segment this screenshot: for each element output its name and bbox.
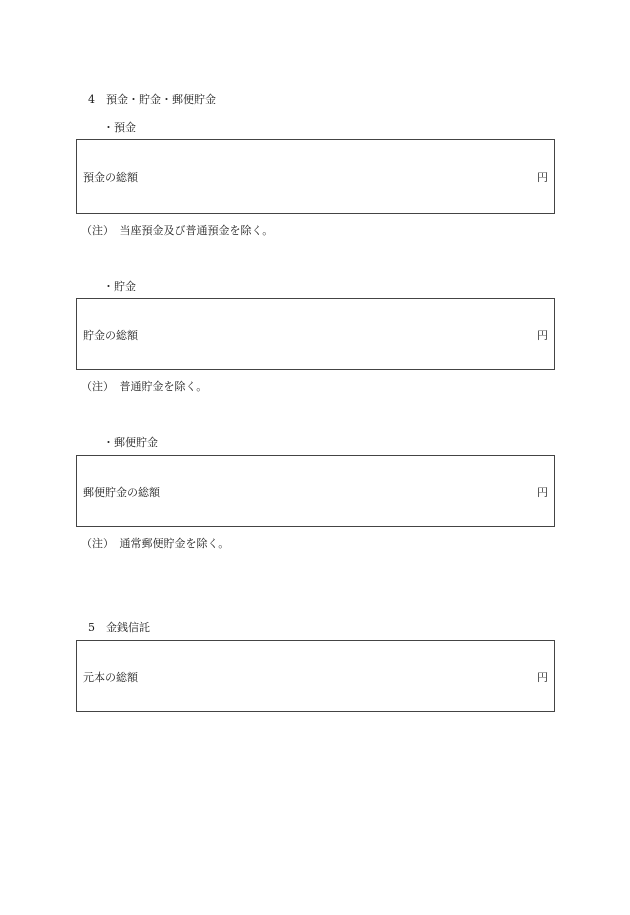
postal-savings-note: （注） 通常郵便貯金を除く。 (81, 537, 230, 550)
postal-savings-total-field[interactable] (76, 455, 555, 527)
savings-total-field[interactable] (76, 298, 555, 370)
postal-savings-total-label: 郵便貯金の総額 (83, 486, 160, 499)
deposit-total-label: 預金の総額 (83, 171, 138, 184)
principal-total-label: 元本の総額 (83, 671, 138, 684)
principal-total-unit: 円 (537, 671, 548, 684)
savings-note: （注） 普通貯金を除く。 (81, 380, 208, 393)
principal-total-field[interactable] (76, 640, 555, 712)
deposit-total-unit: 円 (537, 171, 548, 184)
deposit-note: （注） 当座預金及び普通預金を除く。 (81, 224, 274, 237)
section-heading-deposits: 4 預金・貯金・郵便貯金 (88, 93, 216, 106)
section-heading-money-trust: 5 金銭信託 (88, 621, 150, 634)
deposit-total-field[interactable] (76, 139, 555, 214)
postal-savings-total-unit: 円 (537, 486, 548, 499)
savings-total-unit: 円 (537, 329, 548, 342)
subheading-savings: ・貯金 (103, 280, 136, 293)
subheading-deposit: ・預金 (103, 121, 136, 134)
savings-total-label: 貯金の総額 (83, 329, 138, 342)
subheading-postal-savings: ・郵便貯金 (103, 436, 158, 449)
